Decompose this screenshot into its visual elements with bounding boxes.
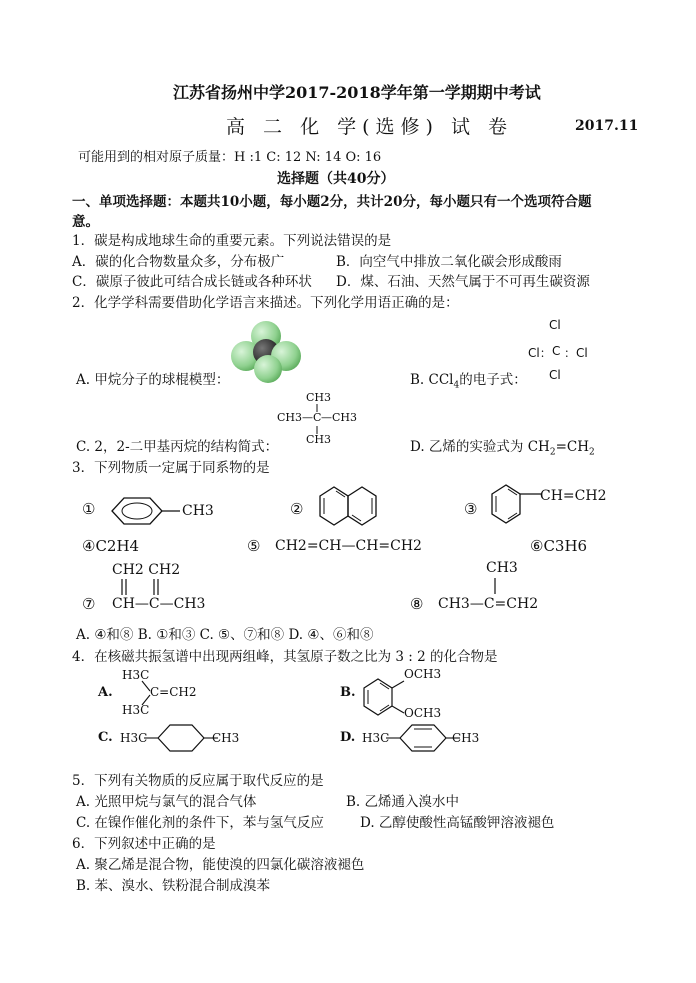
toluene-methyl: CH3 — [182, 503, 214, 519]
subject-title: 高 二 化 学(选修) 试 卷 — [226, 116, 514, 138]
q3-item-1: ① — [82, 500, 96, 518]
q1-option-c: C．碳原子彼此可结合成长链或各种环状 — [72, 274, 312, 290]
q4-option-c-label: C. — [98, 730, 113, 745]
exam-date: 2017.11 — [575, 118, 639, 134]
q4-d-left: H3C — [362, 731, 390, 745]
q3-item-7: ⑦ — [82, 595, 96, 613]
q4-option-d-label: D. — [340, 730, 356, 745]
q4-d-right: CH3 — [452, 731, 480, 745]
q5-option-d: D. 乙醇使酸性高锰酸钾溶液褪色 — [360, 815, 555, 831]
q4-c-left: H3C — [120, 731, 148, 745]
q3-item-4: ④C2H4 — [82, 537, 140, 555]
q4-a-bottom: H3C — [122, 703, 150, 717]
q3-item-6: ⑥C3H6 — [530, 537, 588, 555]
q3-item-5: ⑤ — [247, 537, 261, 555]
q4-option-b-label: B. — [340, 685, 356, 700]
q2-option-b: B. CCl$_4$的电子式： — [410, 372, 527, 391]
q4-d-benzene — [386, 720, 460, 756]
q4-b-benzene — [360, 672, 410, 722]
section-instruction: 一、单项选择题：本题共10小题，每小题2分，共计20分，每小题只有一个选项符合题 — [72, 194, 592, 210]
q4-c-right: CH3 — [212, 731, 240, 745]
q5-option-c: C. 在镍作催化剂的条件下，苯与氢气反应 — [76, 815, 324, 831]
methane-ball-stick-model — [228, 320, 304, 384]
section-instruction-cont: 意。 — [72, 214, 99, 230]
butadiene-formula: CH2=CH—CH=CH2 — [275, 538, 422, 554]
q2-option-c: C. 2，2-二甲基丙烷的结构简式： — [76, 439, 279, 455]
q2-option-a: A. 甲烷分子的球棍模型： — [76, 372, 230, 388]
q3-item-8-top: CH3 — [486, 560, 518, 576]
q2-stem: 2．化学学科需要借助化学语言来描述。下列化学用语正确的是： — [72, 295, 459, 311]
q3-item-3: ③ — [464, 500, 478, 518]
neopentane-center: C — [313, 411, 322, 424]
school-title: 江苏省扬州中学2017-2018学年第一学期期中考试 — [173, 83, 541, 102]
neopentane-left: CH3— — [277, 411, 314, 424]
q2-option-d: D. 乙烯的实验式为 $CH_2=CH_2$ — [410, 439, 595, 458]
q4-b-group-1: OCH3 — [404, 667, 442, 681]
q3-item-8: ⑧ — [410, 595, 424, 613]
q4-c-cyclohexane — [144, 720, 218, 756]
q3-item-7-double-bonds — [116, 577, 166, 597]
q3-stem: 3．下列物质一定属于同系物的是 — [72, 460, 270, 476]
q5-option-b: B. 乙烯通入溴水中 — [346, 794, 460, 810]
q3-item-8-bond — [490, 576, 500, 596]
q1-option-a: A．碳的化合物数量众多，分布极广 — [72, 254, 285, 270]
toluene-structure — [104, 494, 184, 528]
section-title: 选择题（共40分） — [277, 171, 395, 187]
neopentane-bonds — [312, 402, 322, 436]
q3-item-7-top: CH2 CH2 — [112, 562, 181, 578]
ccl4-left: Cl： — [528, 346, 552, 360]
q6-option-a: A. 聚乙烯是混合物，能使溴的四氯化碳溶液褪色 — [76, 857, 365, 873]
styrene-structure — [486, 480, 548, 534]
neopentane-bottom: CH3 — [306, 433, 332, 446]
q6-stem: 6．下列叙述中正确的是 — [72, 836, 216, 852]
q4-option-a-label: A. — [98, 685, 113, 700]
styrene-vinyl: CH=CH2 — [540, 488, 607, 504]
q1-option-d: D．煤、石油、天然气属于不可再生碳资源 — [336, 274, 590, 290]
neopentane-top: CH3 — [306, 391, 332, 404]
neopentane-right: —CH3 — [321, 411, 358, 424]
q5-option-a: A. 光照甲烷与氯气的混合气体 — [76, 794, 257, 810]
ccl4-bottom: Cl — [549, 368, 561, 382]
q1-stem: 1．碳是构成地球生命的重要元素。下列说法错误的是 — [72, 233, 392, 249]
q5-stem: 5．下列有关物质的反应属于取代反应的是 — [72, 773, 324, 789]
ccl4-center: C — [552, 344, 561, 358]
q1-option-b: B．向空气中排放二氧化碳会形成酸雨 — [336, 254, 562, 270]
q4-a-top: H3C — [122, 668, 150, 682]
q3-item-2: ② — [290, 500, 304, 518]
ccl4-top: Cl — [549, 318, 561, 332]
q4-b-group-2: OCH3 — [404, 706, 442, 720]
q3-item-7-bottom: CH—C—CH3 — [112, 596, 206, 612]
q6-option-b: B. 苯、溴水、铁粉混合制成溴苯 — [76, 878, 271, 894]
q3-item-8-bottom: CH3—C=CH2 — [438, 596, 539, 612]
q4-stem: 4．在核磁共振氢谱中出现两组峰，其氢原子数之比为 3 : 2 的化合物是 — [72, 649, 498, 665]
naphthalene-structure — [310, 482, 392, 534]
q3-options: A. ④和⑧ B. ①和③ C. ⑤、⑦和⑧ D. ④、⑥和⑧ — [76, 627, 374, 643]
atomic-masses: 可能用到的相对原子质量：H :1 C: 12 N: 14 O: 16 — [78, 150, 382, 165]
q4-a-right: C=CH2 — [150, 685, 197, 699]
ccl4-right: ：Cl — [564, 346, 588, 360]
